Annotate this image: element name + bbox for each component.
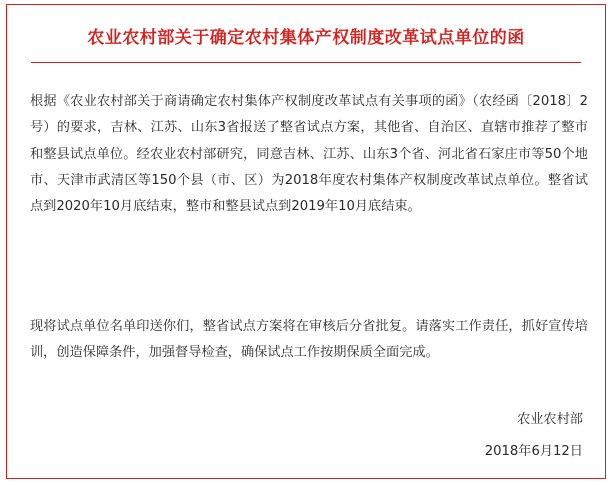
body-paragraph-2: 现将试点单位名单印送你们，整省试点方案将在审核后分省批复。请落实工作责任，抓好宣传培训，创造保障条件，加强督导检查，确保试点工作按期保质全面完成。 [30,319,588,361]
signature-date: 2018年6月12日 [484,444,583,459]
title-divider [31,62,581,63]
body-paragraph-1: 根据《农业农村部关于商请确定农村集体产权制度改革试点有关事项的函》（农经函〔2018〕2号）的要求，吉林、江苏、山东3省报送了整省试点方案，其他省、自治区、直辖市推荐了整市和整县试点单位。经农业农村部研究，同意吉林、江苏、山东3个省、河北省石家庄市等50个地市、天津市武清区等150个县（市、区）为2018年度农村集体产权制度改革试点单位。整省试点到2020年10月底结束，整市和整县试点到2019年10月底结束。 [30,94,588,215]
document-title: 农业农村部关于确定农村集体产权制度改革试点单位的函 [87,28,525,48]
signature-organization: 农业农村部 [517,412,583,427]
document-frame [6,4,606,479]
